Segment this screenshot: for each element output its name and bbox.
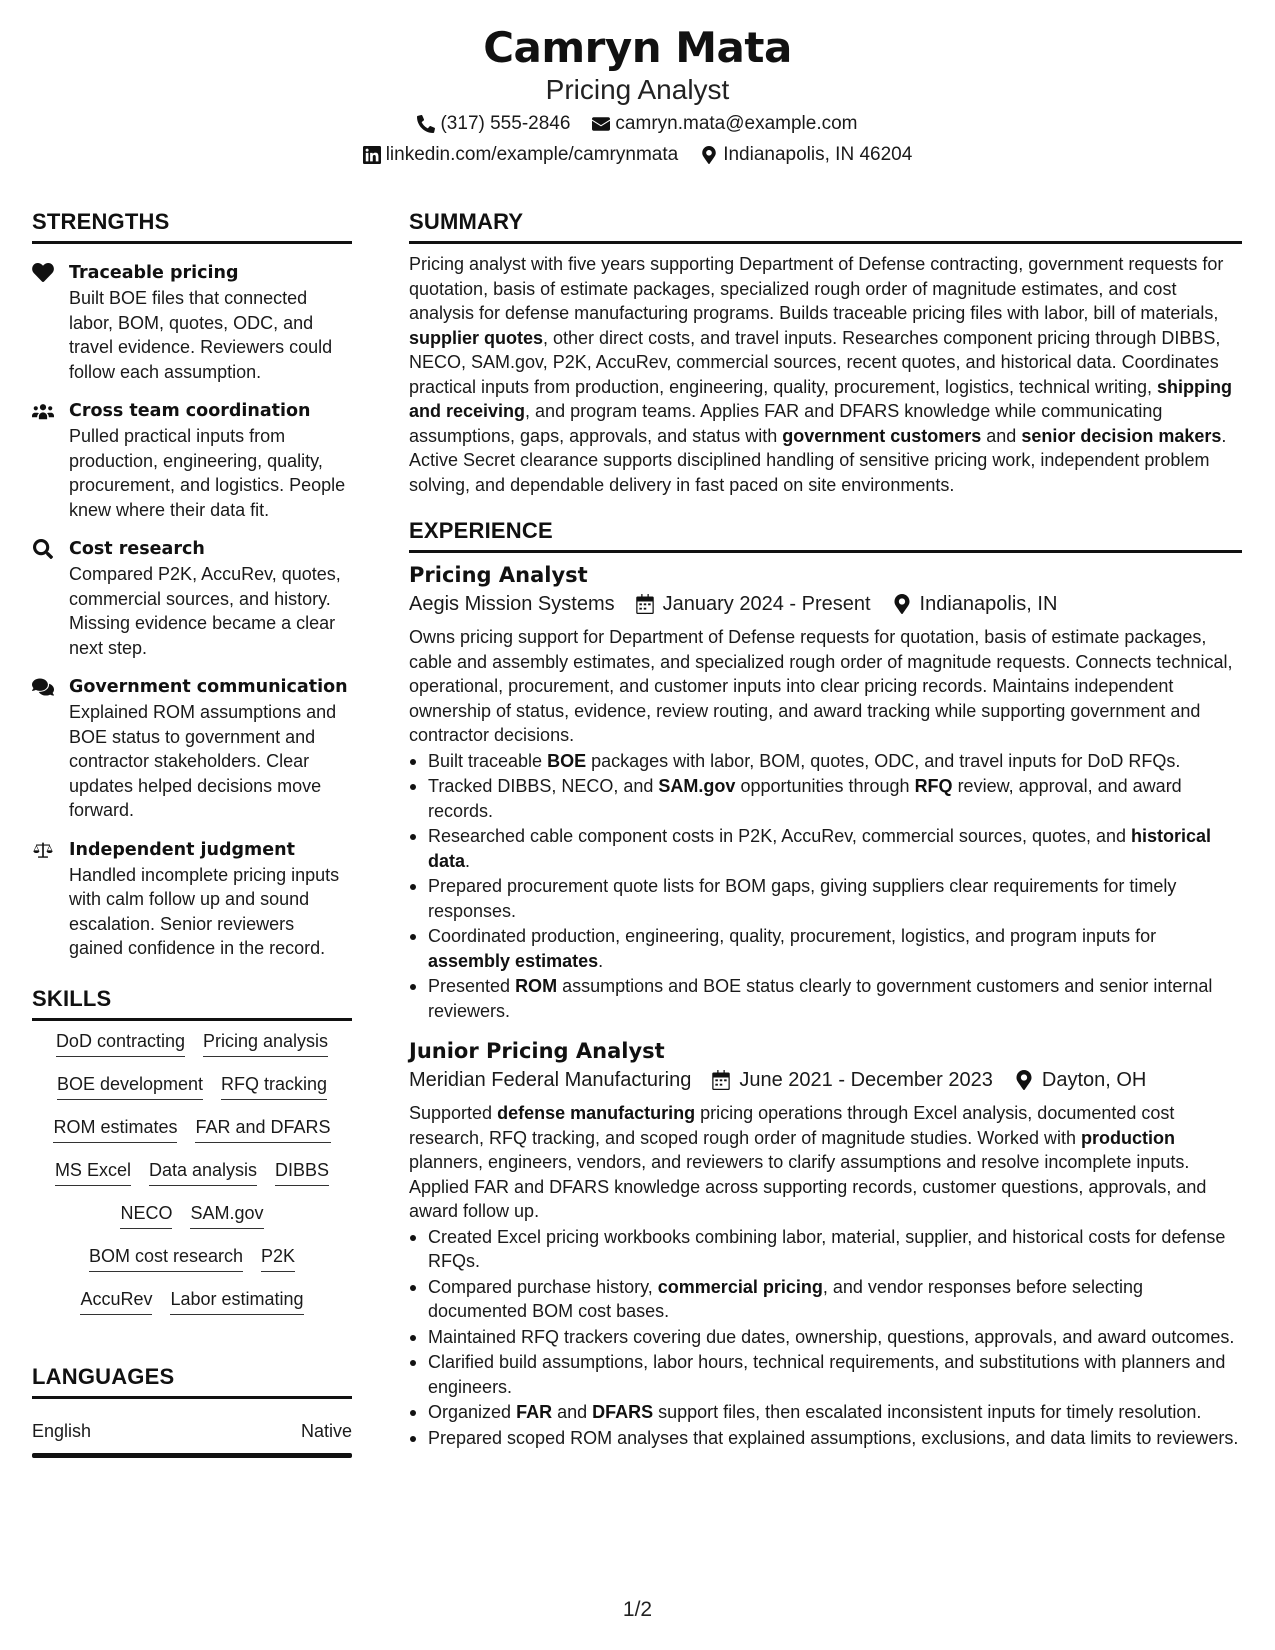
- search-icon: [32, 539, 54, 559]
- location-text: Indianapolis, IN 46204: [723, 144, 913, 165]
- linkedin-text: linkedin.com/example/camrynmata: [385, 144, 679, 165]
- skill-tag: SAM.gov: [190, 1201, 263, 1229]
- contact-row-primary: [0, 110, 1275, 138]
- left-column: [32, 208, 352, 1458]
- job-location: Indianapolis, IN: [919, 593, 1058, 615]
- linkedin-icon: [363, 146, 381, 164]
- skill-tag: MS Excel: [55, 1158, 131, 1186]
- skill-tag: Labor estimating: [170, 1287, 303, 1315]
- resume-header: [0, 22, 1275, 169]
- skill-tag: NECO: [120, 1201, 172, 1229]
- comments-icon: [32, 677, 54, 697]
- skill-tag: DIBBS: [275, 1158, 329, 1186]
- strength-item: [32, 260, 352, 384]
- list-item: Researched cable component costs in P2K, AccuRev, commercial sources, quotes, and historical data.: [409, 824, 1242, 873]
- skill-tag: RFQ tracking: [221, 1072, 327, 1100]
- phone-icon: [417, 115, 435, 133]
- skills-list: [32, 1029, 352, 1315]
- list-item: Prepared scoped ROM analyses that explained assumptions, exclusions, and data limits to reviewers.: [409, 1426, 1242, 1451]
- experience-heading: EXPERIENCE: [409, 517, 1242, 553]
- phone-text: (317) 555-2846: [440, 113, 571, 134]
- strength-description: Compared P2K, AccuRev, quotes, commercial sources, and history. Missing evidence became a clear next step.: [69, 564, 341, 658]
- linkedin-contact[interactable]: [363, 141, 679, 169]
- email-contact[interactable]: [592, 110, 857, 138]
- skill-tag: BOM cost research: [89, 1244, 243, 1272]
- skill-tag: DoD contracting: [56, 1029, 185, 1057]
- strength-item: [32, 398, 352, 522]
- strength-description: Built BOE files that connected labor, BOM, quotes, ODC, and travel evidence. Reviewers could follow each assumption.: [69, 288, 333, 382]
- list-item: Coordinated production, engineering, quality, procurement, logistics, and program inputs for assembly estimates.: [409, 924, 1242, 973]
- map-pin-icon: [700, 146, 718, 164]
- strength-title: Cost research: [69, 539, 205, 559]
- job-entry: [409, 1037, 1242, 1450]
- job-dates: June 2021 - December 2023: [739, 1069, 993, 1091]
- page-number: 1/2: [622, 1598, 653, 1621]
- list-item: Compared purchase history, commercial pricing, and vendor responses before selecting documented BOM cost bases.: [409, 1275, 1242, 1324]
- map-pin-icon: [893, 594, 911, 614]
- location-contact: [700, 141, 912, 169]
- list-item: Created Excel pricing workbooks combining labor, material, supplier, and historical costs for defense RFQs.: [409, 1225, 1242, 1274]
- job-entry: [409, 561, 1242, 1023]
- strength-description: Handled incomplete pricing inputs with calm follow up and sound escalation. Senior reviewers gained confidence in the record.: [69, 864, 340, 958]
- summary-heading: SUMMARY: [409, 208, 1242, 244]
- scale-icon: [32, 840, 54, 860]
- company-name: Aegis Mission Systems: [409, 593, 615, 615]
- list-item: Built traceable BOE packages with labor, BOM, quotes, ODC, and travel inputs for DoD RFQs.: [409, 749, 1242, 774]
- calendar-icon: [636, 594, 654, 614]
- job-bullets: [409, 749, 1242, 1024]
- candidate-title: Pricing Analyst: [545, 74, 730, 105]
- job-description: Supported defense manufacturing pricing operations through Excel analysis, documented cost research, RFQ tracking, and scoped rough order of magnitude studies. Worked with production planners, engineers, vendors, and reviewers to clarify assumptions and resolve incomplete inputs. Applied FAR and DFARS knowledge across supporting records, customer questions, approvals, and award follow up.: [409, 1103, 1207, 1221]
- strength-description: Pulled practical inputs from production, engineering, quality, procurement, and logistics. People knew where their data fit.: [69, 426, 346, 520]
- job-title: Junior Pricing Analyst: [409, 1039, 665, 1063]
- skill-tag: AccuRev: [80, 1287, 152, 1315]
- candidate-name: Camryn Mata: [483, 23, 792, 72]
- skills-heading: SKILLS: [32, 985, 352, 1021]
- job-description: Owns pricing support for Department of Defense requests for quotation, basis of estimate packages, cable and assembly estimates, and specialized rough order of magnitude requests. Connects technical, operational, procurement, and customer inputs into clear pricing records. Maintains independent ownership of status, evidence, review routing, and award tracking while supporting government and contractor decisions.: [409, 627, 1233, 745]
- contact-row-secondary: [0, 141, 1275, 169]
- job-meta: [409, 589, 1242, 619]
- right-column: [409, 208, 1242, 1450]
- strength-title: Cross team coordination: [69, 401, 311, 421]
- job-location: Dayton, OH: [1041, 1069, 1147, 1091]
- strength-item: [32, 837, 352, 961]
- language-proficiency-bar: [32, 1453, 352, 1458]
- skill-tag: FAR and DFARS: [195, 1115, 330, 1143]
- users-icon: [32, 401, 54, 421]
- phone-contact[interactable]: [417, 110, 570, 138]
- company-name: Meridian Federal Manufacturing: [409, 1069, 692, 1091]
- skill-tag: P2K: [261, 1244, 295, 1272]
- envelope-icon: [592, 115, 610, 133]
- job-dates: January 2024 - Present: [662, 593, 871, 615]
- map-pin-icon: [1015, 1070, 1033, 1090]
- list-item: Prepared procurement quote lists for BOM gaps, giving suppliers clear requirements for timely responses.: [409, 874, 1242, 923]
- skill-tag: BOE development: [57, 1072, 203, 1100]
- strength-description: Explained ROM assumptions and BOE status to government and contractor stakeholders. Clear updates helped decisions move forward.: [69, 702, 337, 820]
- email-text: camryn.mata@example.com: [615, 113, 858, 134]
- calendar-icon: [712, 1070, 730, 1090]
- summary-text: Pricing analyst with five years supporting Department of Defense contracting, government requests for quotation, basis of estimate packages, specialized rough order of magnitude estimates, and cost analysis for defense manufacturing programs. Builds traceable pricing files with labor, bill of materials, supplier quotes, other direct costs, and travel inputs. Researches component pricing through DIBBS, NECO, SAM.gov, P2K, AccuRev, commercial sources, recent quotes, and historical data. Coordinates practical inputs from production, engineering, quality, procurement, logistics, technical writing, shipping and receiving, and program teams. Applies FAR and DFARS knowledge while communicating assumptions, gaps, approvals, and status with government customers and senior decision makers. Active Secret clearance supports disciplined handling of sensitive pricing work, independent problem solving, and dependable delivery in fast paced on site environments.: [409, 254, 1233, 495]
- strength-title: Independent judgment: [69, 839, 295, 860]
- language-item: [32, 1419, 352, 1443]
- strengths-list: [32, 260, 352, 961]
- strength-item: [32, 674, 352, 823]
- languages-heading: LANGUAGES: [32, 1363, 352, 1399]
- skill-tag: Pricing analysis: [203, 1029, 328, 1057]
- list-item: Tracked DIBBS, NECO, and SAM.gov opportunities through RFQ review, approval, and award records.: [409, 774, 1242, 823]
- heart-icon: [32, 263, 54, 283]
- list-item: Clarified build assumptions, labor hours, technical requirements, and substitutions with planners and engineers.: [409, 1350, 1242, 1399]
- strengths-heading: STRENGTHS: [32, 208, 352, 244]
- language-name: English: [32, 1420, 92, 1441]
- job-bullets: [409, 1225, 1242, 1451]
- job-meta: [409, 1065, 1242, 1095]
- job-title: Pricing Analyst: [409, 563, 588, 587]
- list-item: Organized FAR and DFARS support files, then escalated inconsistent inputs for timely resolution.: [409, 1400, 1242, 1425]
- strength-title: Traceable pricing: [69, 263, 239, 283]
- strength-item: [32, 536, 352, 660]
- skill-tag: ROM estimates: [53, 1115, 177, 1143]
- list-item: Maintained RFQ trackers covering due dates, ownership, questions, approvals, and award outcomes.: [409, 1325, 1242, 1350]
- strength-title: Government communication: [69, 677, 348, 697]
- skill-tag: Data analysis: [149, 1158, 257, 1186]
- language-level: Native: [300, 1420, 352, 1441]
- list-item: Presented ROM assumptions and BOE status clearly to government customers and senior internal reviewers.: [409, 974, 1242, 1023]
